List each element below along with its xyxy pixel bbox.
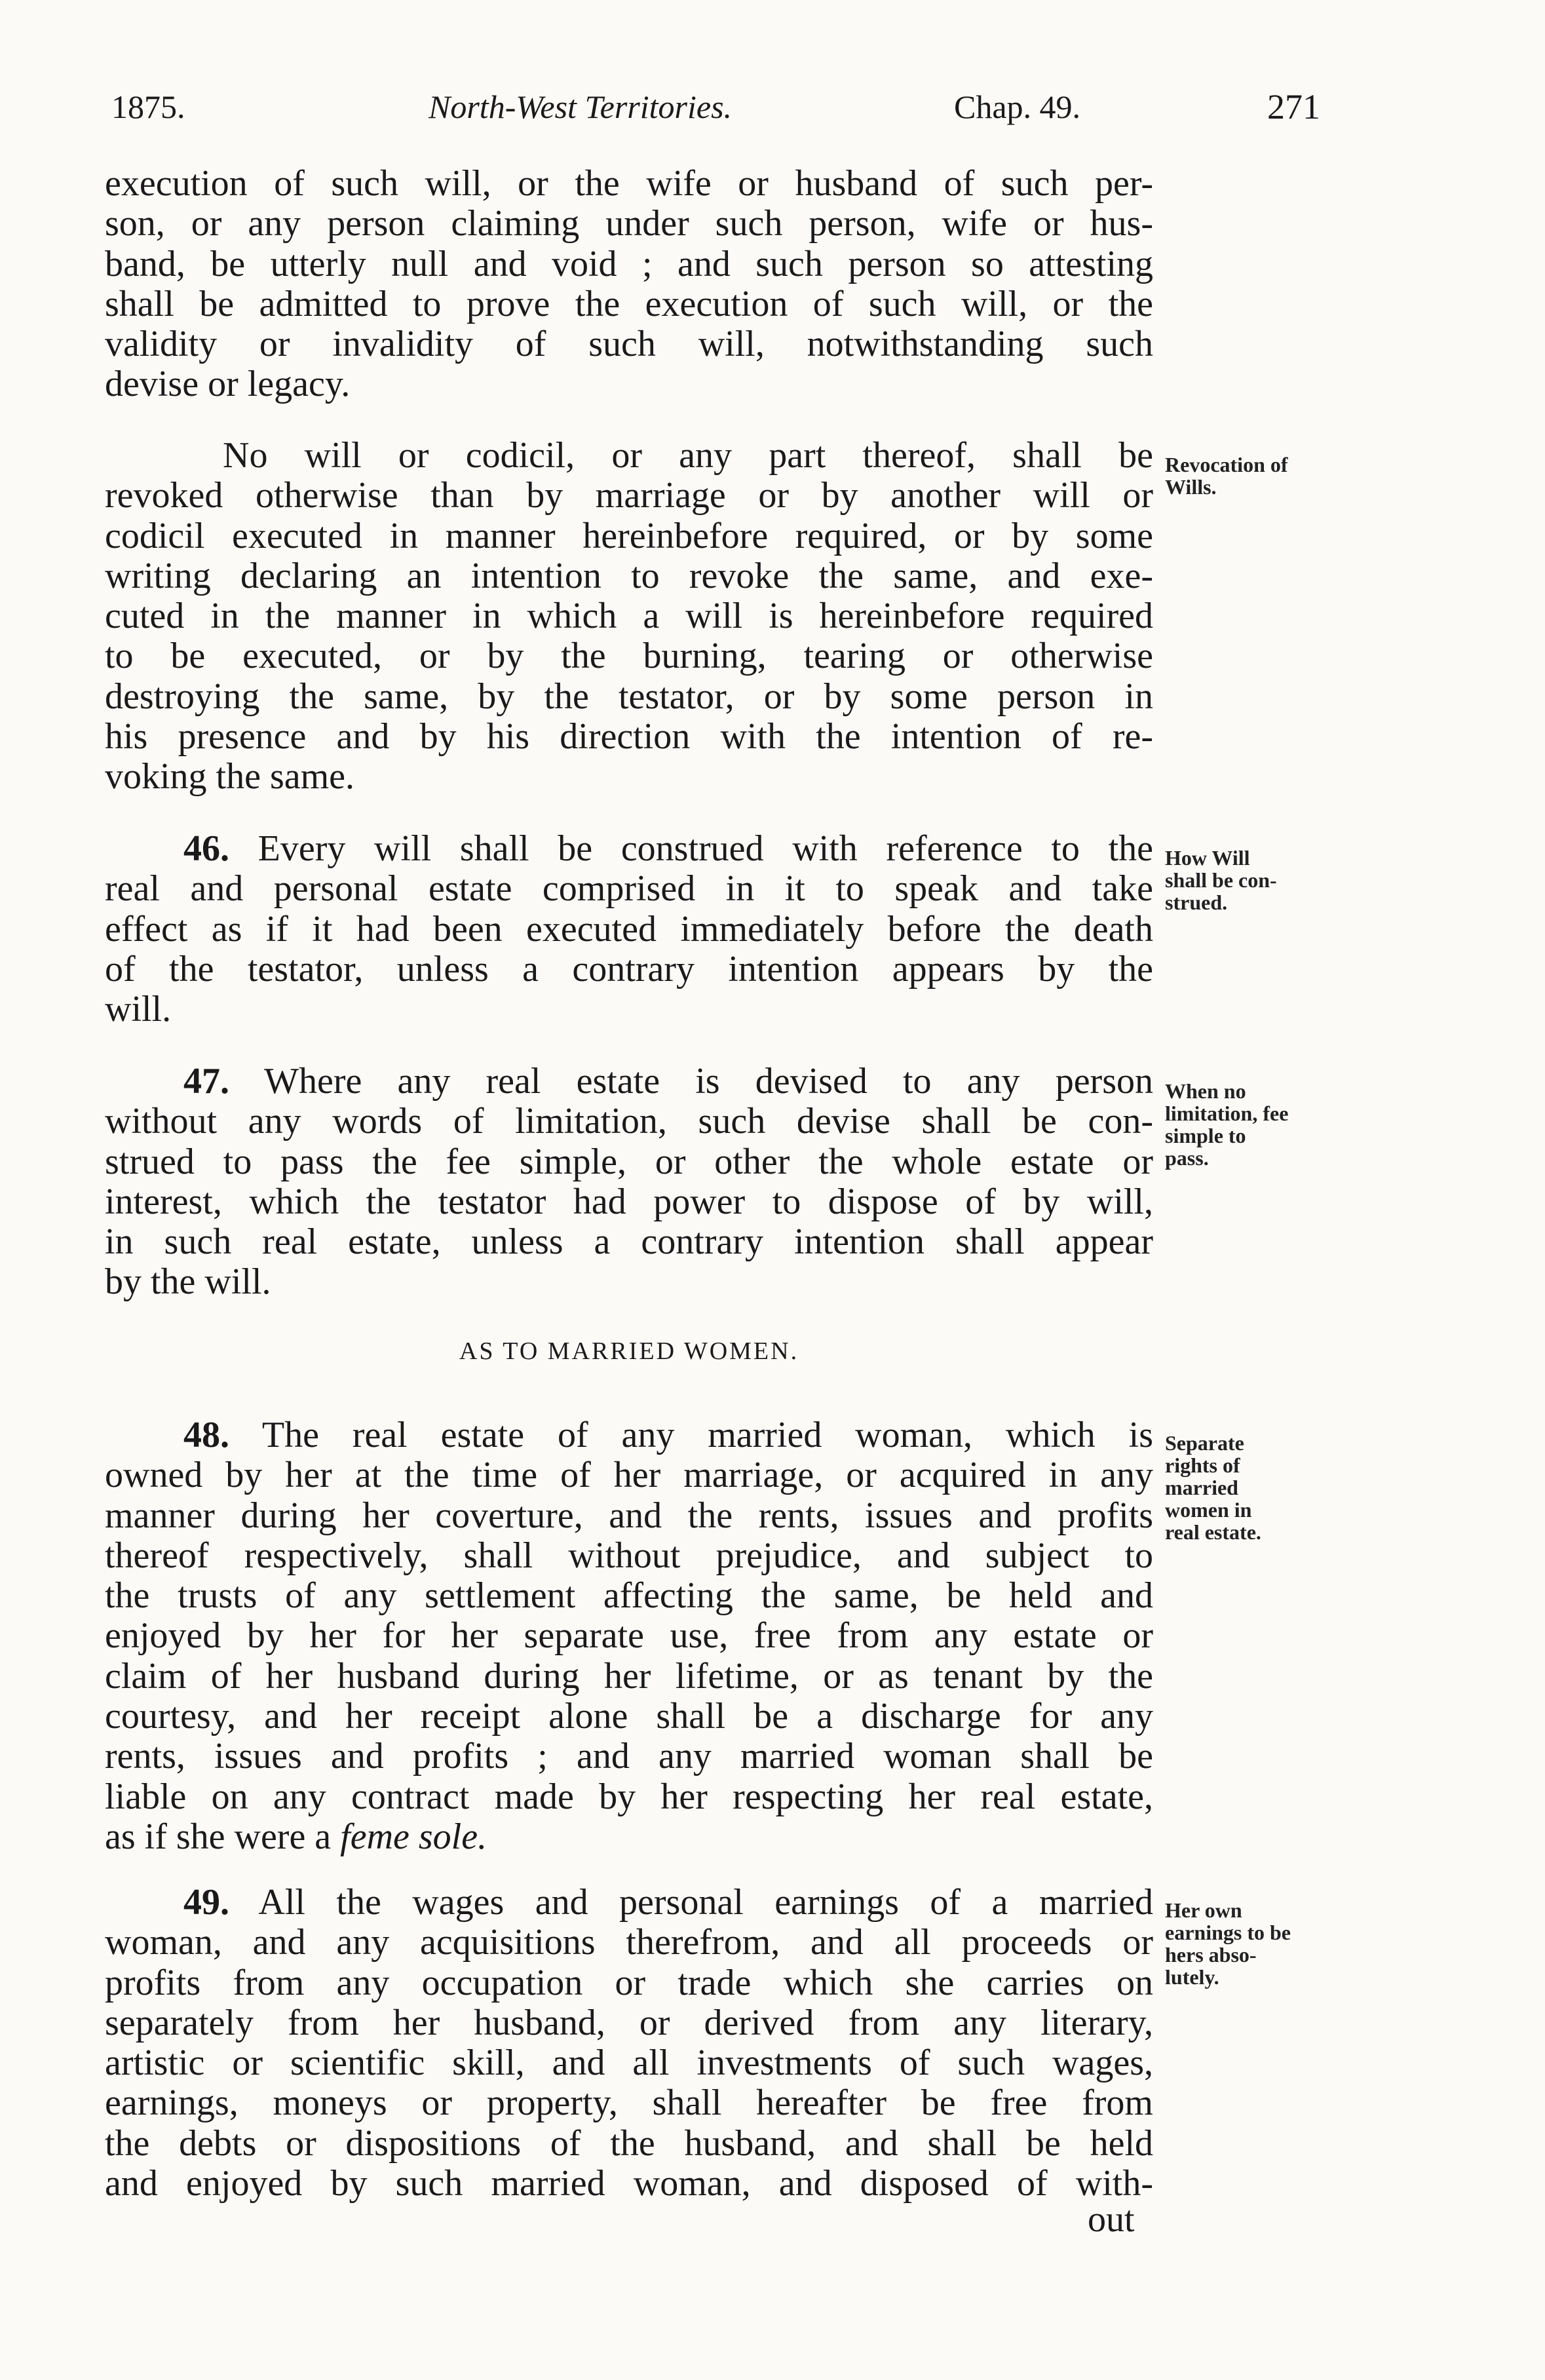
text-line: revoked otherwise than by marriage or by another will or (105, 475, 1153, 516)
text-line: and enjoyed by such married woman, and disposed of with- (105, 2163, 1153, 2204)
text-line: separately from her husband, or derived from any literary, (105, 2002, 1153, 2043)
margin-note-47 (1165, 1080, 1362, 1169)
text-line: thereof respectively, shall without prejudice, and subject to (105, 1535, 1153, 1576)
text-line: claim of her husband during her lifetime, or as tenant by the (105, 1655, 1153, 1697)
text-line: validity or invalidity of such will, notwithstanding such (105, 324, 1153, 365)
section-number: 48. (183, 1415, 229, 1455)
text-line: courtesy, and her receipt alone shall be a discharge for any (105, 1696, 1153, 1737)
section-number: 46. (183, 828, 229, 869)
text-line (105, 1817, 1153, 1857)
text-line: in such real estate, unless a contrary intention shall appear (105, 1221, 1153, 1263)
text-line: earnings, moneys or property, shall hereafter be free from (105, 2082, 1153, 2124)
text-line: writing declaring an intention to revoke the same, and exe- (105, 555, 1153, 596)
text-line: woman, and any acquisitions therefrom, and all proceeds or (105, 1922, 1153, 1963)
section-48 (105, 1415, 1153, 1857)
margin-note-48 (1165, 1432, 1362, 1543)
header-year: 1875. (111, 88, 185, 125)
text-line: owned by her at the time of her marriage, or acquired in any (105, 1455, 1153, 1496)
margin-line: Her own (1165, 1898, 1242, 1922)
margin-line: hers abso- (1165, 1943, 1257, 1967)
text-line: the debts or dispositions of the husband, and shall be held (105, 2122, 1153, 2164)
section-heading: AS TO MARRIED WOMEN. (459, 1337, 799, 1365)
text-line: codicil executed in manner hereinbefore required, or by some (105, 515, 1153, 556)
text-line: shall be admitted to prove the execution of such will, or the (105, 283, 1153, 324)
header-chapter: Chap. 49. (954, 88, 1081, 125)
text-line: to be executed, or by the burning, tearing or otherwise (105, 636, 1153, 677)
text-line: execution of such will, or the wife or husband of such per- (105, 163, 1153, 204)
text-line: destroying the same, by the testator, or by some person in (105, 676, 1153, 717)
text-line: voking the same. (105, 756, 355, 797)
text-line-content: The real estate of any married woman, which is (229, 1415, 1153, 1455)
text-line: manner during her coverture, and the rents, issues and profits (105, 1495, 1153, 1536)
text-line: devise or legacy. (105, 364, 351, 405)
margin-line: real estate. (1165, 1520, 1261, 1544)
text-line: the trusts of any settlement affecting the same, be held and (105, 1575, 1153, 1617)
margin-line: shall be con- (1165, 868, 1277, 892)
section-46 (105, 829, 1153, 1029)
catchword: out (1088, 2199, 1135, 2240)
margin-line: rights of (1165, 1453, 1240, 1477)
section-49 (105, 1883, 1153, 2204)
feme-sole-phrase: feme sole. (340, 1816, 487, 1857)
text-line: effect as if it had been executed immediately before the death (105, 908, 1153, 950)
margin-line: married (1165, 1476, 1238, 1499)
text-line: strued to pass the fee simple, or other the whole estate or (105, 1141, 1153, 1182)
text-line: interest, which the testator had power to dispose of by will, (105, 1181, 1153, 1222)
text-line: rents, issues and profits ; and any married woman shall be (105, 1736, 1153, 1777)
text-line-content: Every will shall be construed with reference to the (229, 828, 1153, 869)
text-line: his presence and by his direction with the intention of re- (105, 716, 1153, 758)
text-line: band, be utterly null and void ; and such person so attesting (105, 243, 1153, 284)
running-header (111, 77, 1320, 136)
section-47 (105, 1062, 1153, 1303)
text-line (105, 1062, 1153, 1102)
margin-line: lutely. (1165, 1965, 1219, 1989)
paragraph-continuation (105, 164, 1153, 405)
margin-line: limitation, fee (1165, 1102, 1289, 1125)
text-line: enjoyed by her for her separate use, free from any estate or (105, 1615, 1153, 1657)
text-line: will. (105, 989, 172, 1030)
text-line (105, 1415, 1153, 1455)
section-number: 47. (183, 1061, 229, 1102)
margin-line: Revocation of (1165, 453, 1288, 476)
text-line: without any words of limitation, such devise shall be con- (105, 1101, 1153, 1142)
text-line-content: All the wages and personal earnings of a married (229, 1882, 1153, 1923)
margin-note-revocation (1165, 453, 1362, 498)
margin-line: simple to (1165, 1124, 1246, 1147)
text-line (105, 1883, 1153, 1923)
text-line: No will or codicil, or any part thereof, shall be (223, 435, 1153, 476)
text-line-content: Where any real estate is devised to any person (229, 1061, 1153, 1102)
margin-note-49 (1165, 1899, 1362, 1988)
text-line: son, or any person claiming under such person, wife or hus- (105, 203, 1153, 244)
text-line: liable on any contract made by her respecting her real estate, (105, 1776, 1153, 1817)
text-line: cuted in the manner in which a will is hereinbefore required (105, 596, 1153, 637)
margin-line: pass. (1165, 1146, 1209, 1170)
margin-line: strued. (1165, 891, 1228, 914)
text-line: of the testator, unless a contrary intention appears by the (105, 948, 1153, 989)
text-line: by the will. (105, 1261, 271, 1303)
text-line: profits from any occupation or trade which she carries on (105, 1962, 1153, 2003)
margin-line: earnings to be (1165, 1921, 1291, 1944)
margin-line: Separate (1165, 1431, 1244, 1455)
margin-line: Wills. (1165, 475, 1217, 499)
page-number: 271 (1267, 87, 1320, 126)
margin-note-46 (1165, 847, 1362, 913)
section-number: 49. (183, 1882, 229, 1923)
text-line: artistic or scientific skill, and all investments of such wages, (105, 2043, 1153, 2084)
margin-line: How Will (1165, 846, 1250, 870)
text-line: real and personal estate comprised in it to speak and take (105, 868, 1153, 910)
margin-line: women in (1165, 1498, 1252, 1522)
header-title: North-West Territories. (429, 88, 733, 125)
text-line-content: as if she were a (105, 1816, 341, 1857)
margin-line: When no (1165, 1079, 1246, 1103)
text-line (105, 829, 1153, 869)
paragraph-revocation (105, 436, 1153, 797)
